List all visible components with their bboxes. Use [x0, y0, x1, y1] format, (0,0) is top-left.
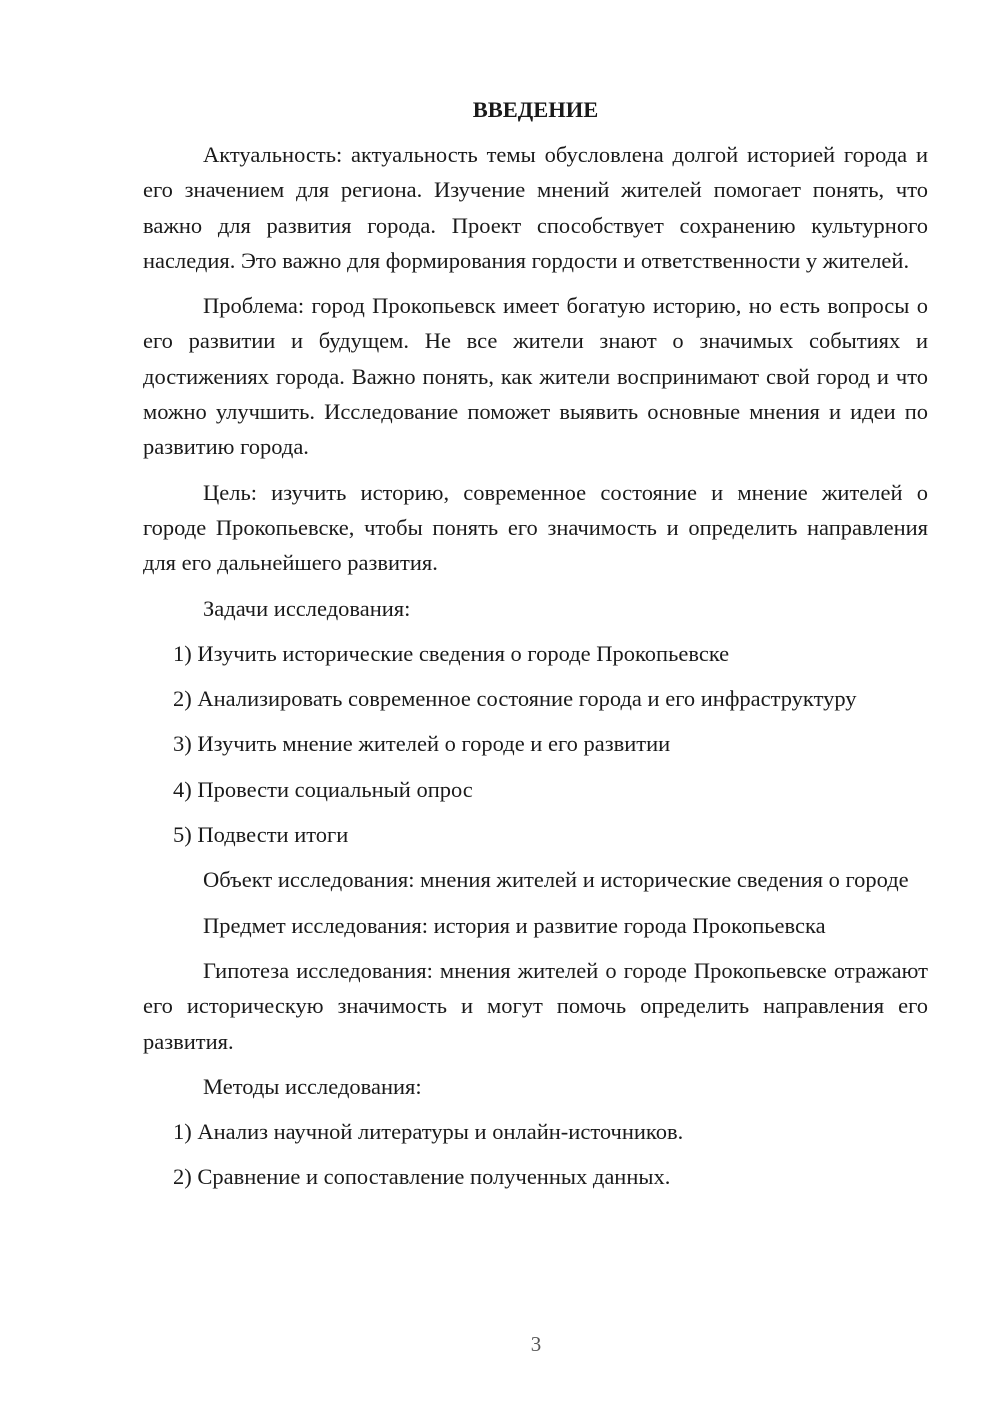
method-item-1: 1) Анализ научной литературы и онлайн-источников.: [173, 1119, 684, 1145]
document-page: [143, 92, 928, 1205]
section-heading: ВВЕДЕНИЕ: [472, 97, 599, 122]
task-item-5: 5) Подвести итоги: [173, 822, 349, 848]
task-item-3: 3) Изучить мнение жителей о городе и его развитии: [173, 731, 671, 757]
page-number: 3: [530, 1332, 542, 1356]
goal-paragraph: Цель: изучить историю, современное состояние и мнение жителей о городе Прокопьевске, чтобы понять его значимость и определить направления для его дальнейшего развития.: [143, 479, 928, 576]
methods-title: Методы исследования:: [203, 1073, 422, 1099]
task-item-1: 1) Изучить исторические сведения о городе Прокопьевске: [173, 640, 730, 666]
subject-paragraph: Предмет исследования: история и развитие города Прокопьевска: [203, 912, 826, 938]
method-item-2: 2) Сравнение и сопоставление полученных данных.: [173, 1164, 671, 1190]
actuality-paragraph: Актуальность: актуальность темы обусловлена долгой историей города и его значением для региона. Изучение мнений жителей помогает понять, что важно для развития города. Проект способствует сохранению культурного наследия. Это важно для формирования гордости и ответственности у жителей.: [143, 142, 928, 273]
tasks-title: Задачи исследования:: [203, 595, 411, 621]
object-paragraph: Объект исследования: мнения жителей и исторические сведения о городе: [203, 867, 909, 893]
problem-paragraph: Проблема: город Прокопьевск имеет богатую историю, но есть вопросы о его развитии и будущем. Не все жители знают о значимых событиях и достижениях города. Важно понять, как жители воспринимают свой город и что можно улучшить. Исследование поможет выявить основные мнения и идеи по развитию города.: [143, 293, 928, 460]
task-item-4: 4) Провести социальный опрос: [173, 776, 473, 802]
task-item-2: 2) Анализировать современное состояние города и его инфраструктуру: [173, 686, 857, 712]
hypothesis-paragraph: Гипотеза исследования: мнения жителей о городе Прокопьевске отражают его историческую значимость и могут помочь определить направления его развития.: [143, 957, 928, 1054]
